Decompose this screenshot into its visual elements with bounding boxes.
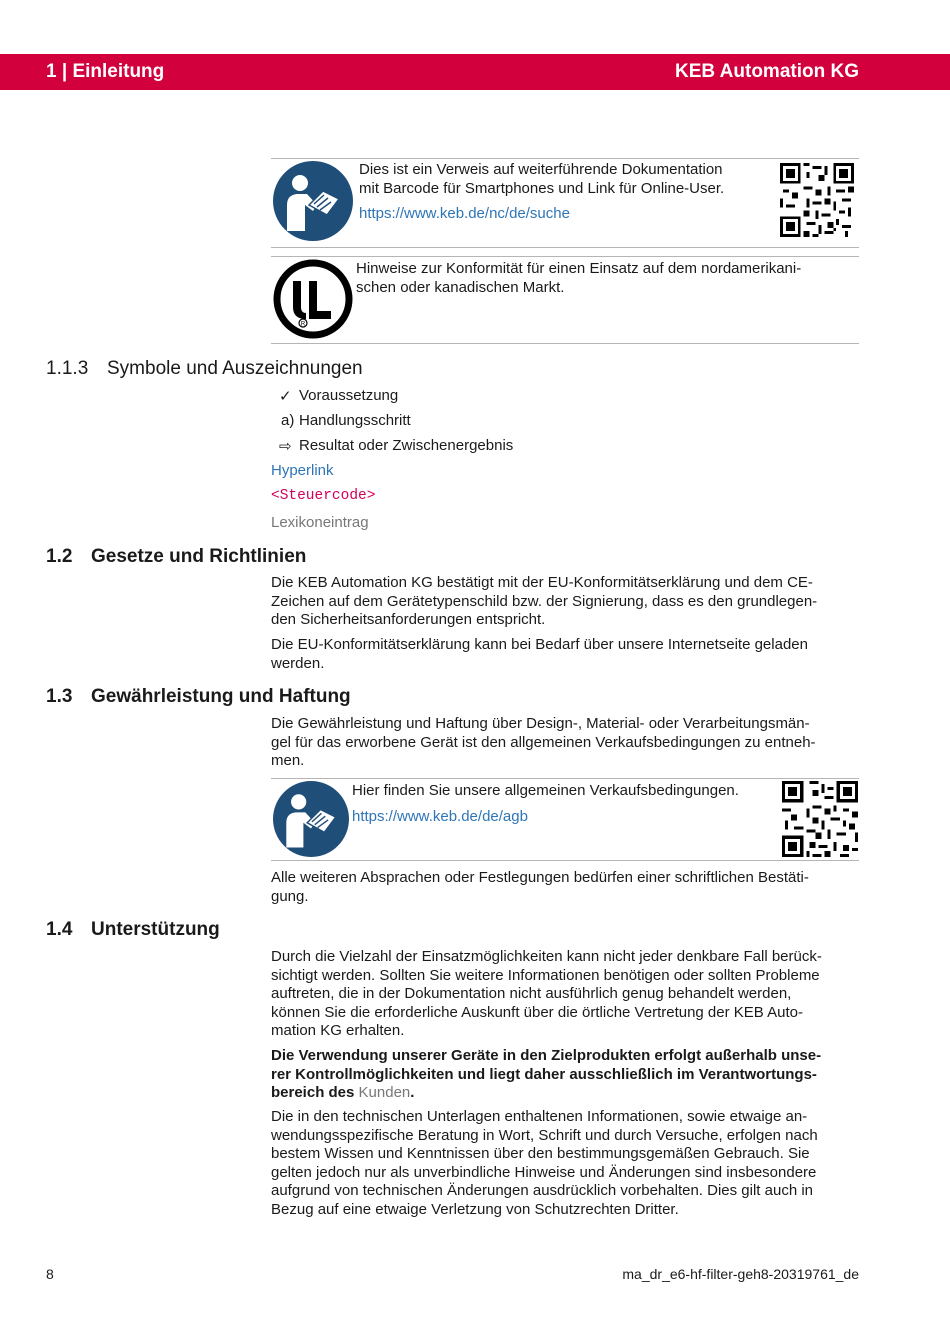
bold-paragraph	[271, 1047, 866, 1103]
doc-note-line: Dies ist ein Verweis auf weiterführende Dokumentation	[359, 161, 723, 178]
section-number: 1.1.3	[46, 358, 89, 379]
text-line: wendungsspezifische Beratung in Wort, Schrift und durch Versuche, erfolgen nach	[271, 1126, 818, 1144]
ul-note-line: schen oder kanadischen Markt.	[356, 278, 565, 296]
divider	[271, 158, 859, 159]
arrow-right-icon: ⇨	[279, 438, 292, 455]
doc-note-text	[359, 161, 724, 198]
control-code-example: <Steuercode>	[271, 488, 376, 504]
lexicon-entry-example: Lexikoneintrag	[271, 514, 369, 531]
list-item-precondition: Voraussetzung	[299, 387, 399, 404]
ul-note-line: Hinweise zur Konformität für einen Einsatz auf dem nordamerikani-	[356, 260, 802, 277]
text-line: aufgrund von technischen Änderungen ausdrücklich vorbehalten. Dies gilt auch in	[271, 1182, 814, 1199]
text-line: Zeichen auf dem Gerätetypenschild bzw. der Signierung, dass es den grundlegen-	[271, 592, 818, 610]
text-line: Die Verwendung unserer Geräte in den Zielprodukten erfolgt außerhalb unse-	[271, 1047, 822, 1064]
section-title: Gewährleistung und Haftung	[91, 686, 351, 707]
text-line: Bezug auf eine etwaige Verletzung von Schutzrechten Dritter.	[271, 1200, 679, 1218]
list-item-step: Handlungsschritt	[299, 412, 411, 429]
text-line: men.	[271, 752, 305, 769]
doc-note-line: mit Barcode für Smartphones und Link für Online-User.	[359, 179, 725, 197]
section-title: Gesetze und Richtlinien	[91, 546, 307, 567]
text-line: gelten jedoch nur als unverbindliche Hinweise und Änderungen sind insbesondere	[271, 1163, 817, 1181]
list-item-result: Resultat oder Zwischenergebnis	[299, 437, 514, 454]
text-line: können Sie die erforderliche Auskunft über die örtliche Vertretung der KEB Auto-	[271, 1003, 803, 1021]
doc-search-link[interactable]: https://www.keb.de/nc/de/suche	[359, 205, 570, 222]
text-line: bestem Wissen und Kenntnissen über den bestimmungsgemäßen Gebrauch. Sie	[271, 1145, 810, 1162]
paragraph	[271, 715, 861, 771]
text-line: Die Gewährleistung und Haftung über Design-, Material- oder Verarbeitungsmän-	[271, 715, 810, 732]
ul-mark-icon	[273, 259, 353, 339]
paragraph	[271, 574, 861, 630]
paragraph	[271, 948, 861, 1041]
page-number: 8	[46, 1266, 54, 1282]
divider	[271, 256, 859, 257]
qr-code-icon	[780, 163, 854, 237]
agb-link[interactable]: https://www.keb.de/de/agb	[352, 808, 528, 825]
text-line: Die in den technischen Unterlagen enthaltenen Informationen, sowie etwaige an-	[271, 1108, 808, 1125]
checkmark-icon: ✓	[279, 388, 292, 405]
text-line: Durch die Vielzahl der Einsatzmöglichkeiten kann nicht jeder denkbare Fall berück-	[271, 948, 822, 965]
text-line: auftreten, die in der Dokumentation nicht ausführlich genug behandelt werden,	[271, 985, 792, 1002]
step-label: a)	[281, 412, 295, 429]
text-line: sichtigt werden. Sollten Sie weitere Informationen benötigen oder sollten Probleme	[271, 966, 820, 984]
paragraph	[271, 1108, 861, 1219]
divider	[271, 343, 859, 344]
read-manual-icon	[273, 781, 349, 857]
agb-note-text: Hier finden Sie unsere allgemeinen Verkaufsbedingungen.	[352, 782, 739, 799]
section-number: 1.2	[46, 546, 73, 567]
header-bar	[0, 54, 950, 90]
paragraph	[271, 636, 861, 673]
text-line: den Sicherheitsanforderungen entspricht.	[271, 611, 546, 628]
ul-note-text	[356, 260, 801, 297]
hyperlink-example[interactable]: Hyperlink	[271, 462, 334, 479]
document-id: ma_dr_e6-hf-filter-geh8-20319761_de	[622, 1266, 859, 1282]
text-line: Die KEB Automation KG bestätigt mit der EU-Konformitätserklärung und dem CE-	[271, 574, 813, 591]
divider	[271, 247, 859, 248]
section-title: Unterstützung	[91, 919, 220, 940]
divider	[271, 778, 859, 779]
divider	[271, 860, 859, 861]
text-line: Die EU-Konformitätserklärung kann bei Bedarf über unsere Internetseite geladen	[271, 636, 808, 653]
svg-text:R: R	[300, 321, 306, 328]
lexicon-entry-customer: Kunden	[358, 1084, 411, 1101]
read-manual-icon	[273, 161, 353, 241]
text-line: gung.	[271, 887, 309, 905]
qr-code-icon	[782, 781, 858, 857]
section-number: 1.3	[46, 686, 73, 707]
text-line: werden.	[271, 654, 325, 672]
text-line: gel für das erworbene Gerät ist den allgemeinen Verkaufsbedingungen zu entneh-	[271, 733, 816, 751]
text-line: Alle weiteren Absprachen oder Festlegungen bedürfen einer schriftlichen Bestäti-	[271, 869, 809, 886]
text-line	[271, 1084, 866, 1103]
text-line: mation KG erhalten.	[271, 1022, 405, 1039]
text-span: .	[410, 1084, 415, 1101]
section-title: Symbole und Auszeichnungen	[107, 358, 363, 379]
company-name: KEB Automation KG	[674, 61, 859, 82]
chapter-title: 1 | Einleitung	[46, 61, 165, 82]
text-span: bereich des	[271, 1084, 359, 1101]
paragraph	[271, 869, 861, 906]
text-line: rer Kontrollmöglichkeiten und liegt daher ausschließlich im Verantwortungs-	[271, 1065, 817, 1083]
section-number: 1.4	[46, 919, 73, 940]
